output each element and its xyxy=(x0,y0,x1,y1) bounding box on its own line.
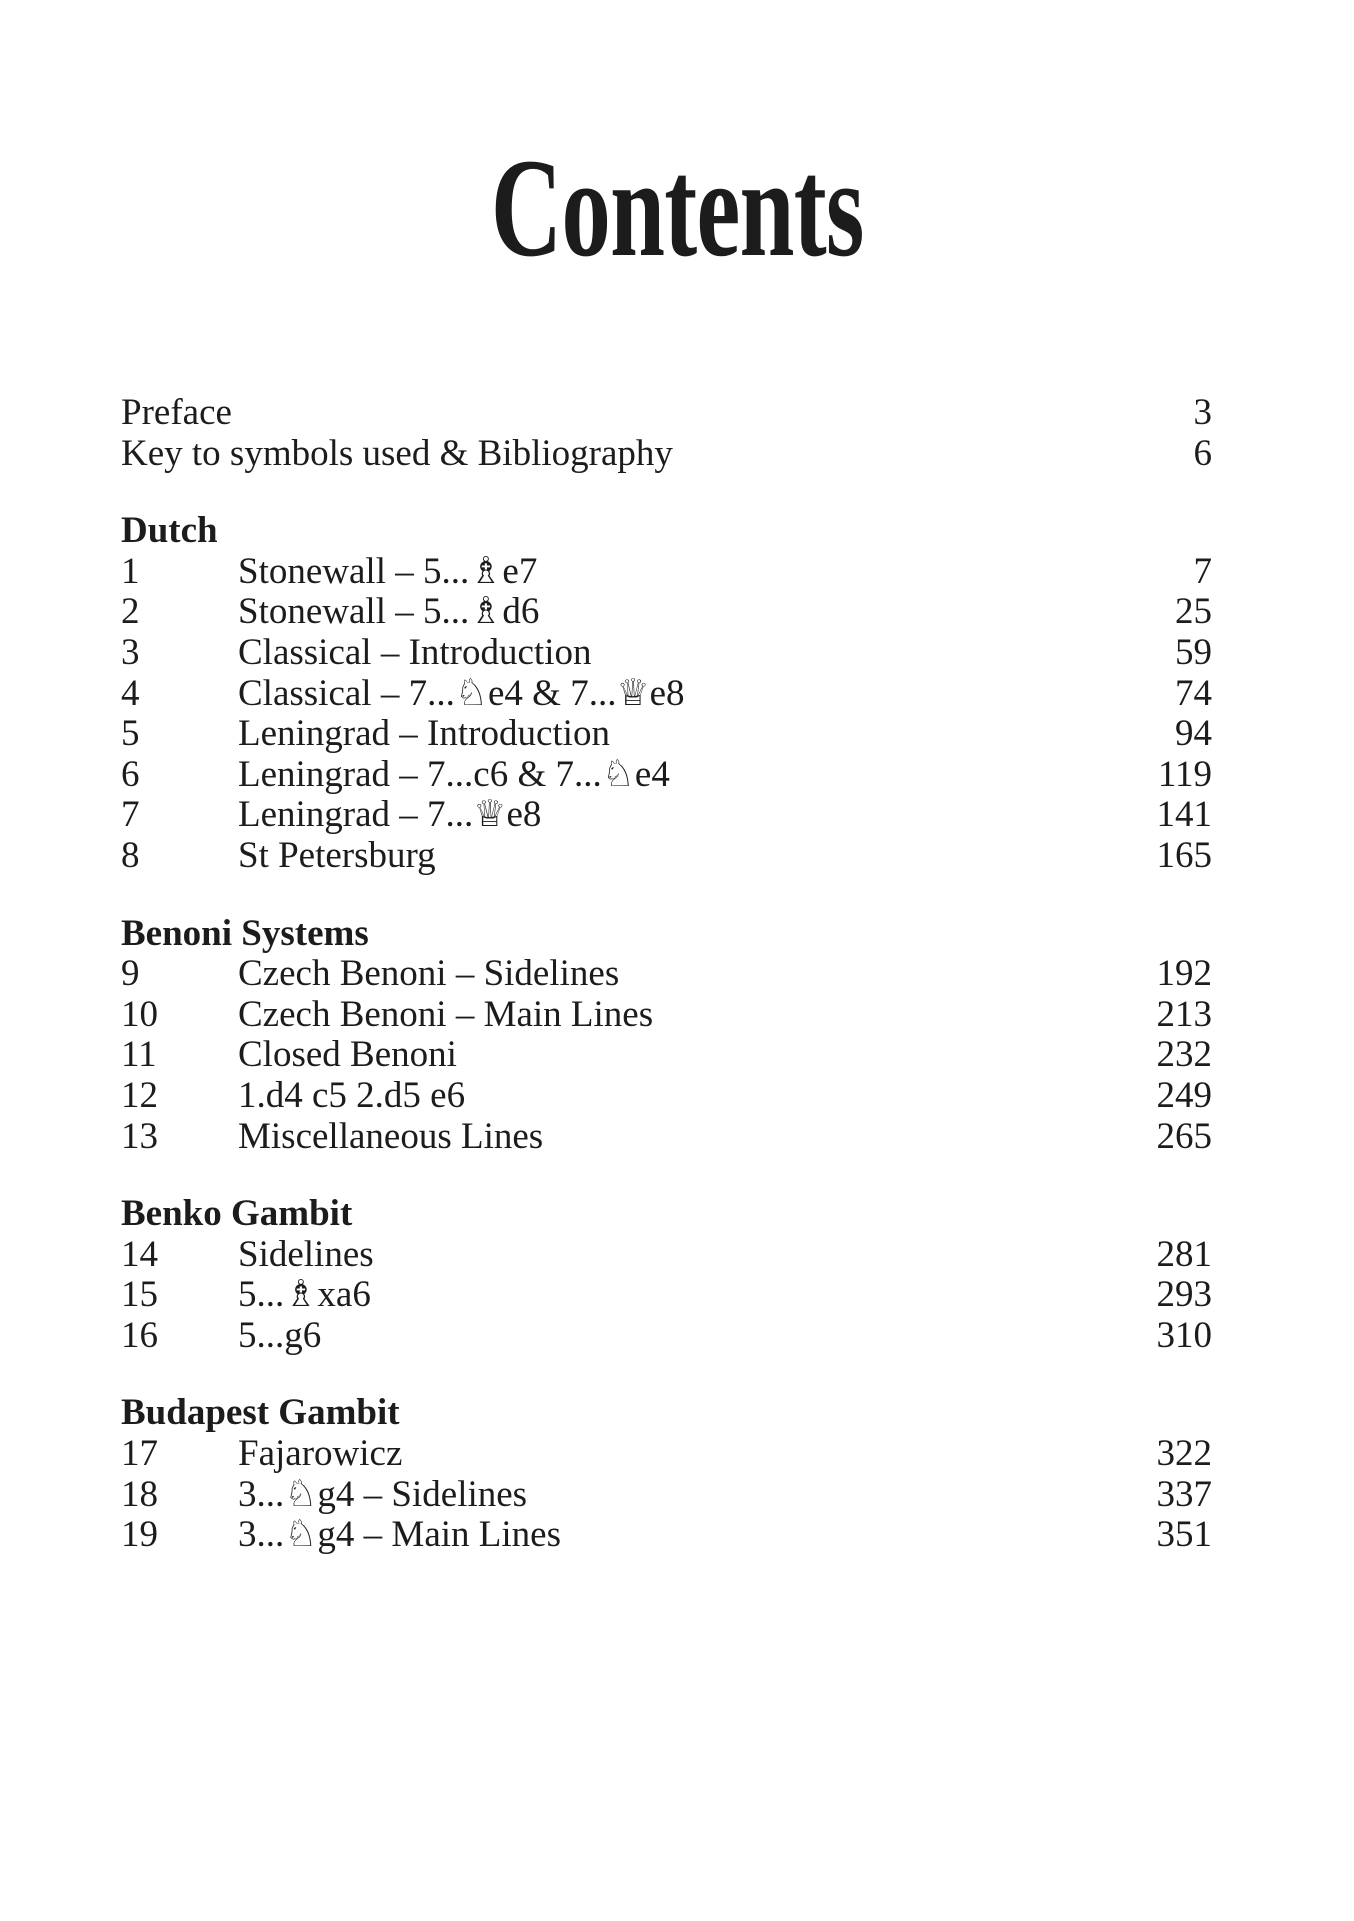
chapter-title: 3...♘g4 – Sidelines xyxy=(238,1473,528,1515)
chapter-number: 8 xyxy=(121,834,140,876)
chapter-number: 19 xyxy=(121,1514,158,1556)
section-heading: Budapest Gambit xyxy=(121,1392,400,1434)
chapter-page-number: 265 xyxy=(1156,1115,1212,1157)
toc-entry xyxy=(121,995,1212,1036)
chapter-title: 5...♗xa6 xyxy=(238,1274,371,1316)
chapter-number: 17 xyxy=(121,1433,158,1475)
toc-entry xyxy=(121,954,1212,995)
chapter-title: Leningrad – 7...♕e8 xyxy=(238,794,542,836)
chapter-title: Czech Benoni – Sidelines xyxy=(238,953,620,995)
toc-section-budapest-gambit xyxy=(121,1393,1212,1555)
table-of-contents xyxy=(121,393,1212,1556)
toc-entry xyxy=(121,552,1212,593)
chapter-page-number: 293 xyxy=(1156,1274,1212,1316)
chapter-title: Miscellaneous Lines xyxy=(238,1115,544,1157)
chapter-page-number: 94 xyxy=(1175,713,1212,755)
toc-section-dutch xyxy=(121,511,1212,876)
page-title-text: Contents xyxy=(490,130,864,286)
chapter-number: 6 xyxy=(121,753,140,795)
section-heading: Benoni Systems xyxy=(121,912,369,954)
chapter-page-number: 249 xyxy=(1156,1074,1212,1116)
page-title xyxy=(0,130,1354,286)
entry-page-number: 6 xyxy=(1193,432,1212,474)
toc-entry xyxy=(121,836,1212,877)
chapter-page-number: 7 xyxy=(1193,550,1212,592)
toc-entry xyxy=(121,1035,1212,1076)
chapter-title: Fajarowicz xyxy=(238,1433,403,1475)
toc-entry xyxy=(121,1316,1212,1357)
chapter-number: 11 xyxy=(121,1034,157,1076)
chapter-page-number: 141 xyxy=(1156,794,1212,836)
chapter-title: Stonewall – 5...♗d6 xyxy=(238,591,540,633)
toc-entry xyxy=(121,592,1212,633)
section-heading: Benko Gambit xyxy=(121,1193,353,1235)
chapter-number: 1 xyxy=(121,550,140,592)
chapter-number: 15 xyxy=(121,1274,158,1316)
toc-entry xyxy=(121,1275,1212,1316)
chapter-number: 14 xyxy=(121,1233,158,1275)
toc-entry xyxy=(121,1475,1212,1516)
toc-entry xyxy=(121,714,1212,755)
toc-entry xyxy=(121,795,1212,836)
toc-entry-preface xyxy=(121,393,1212,434)
chapter-title: 1.d4 c5 2.d5 e6 xyxy=(238,1074,466,1116)
chapter-number: 13 xyxy=(121,1115,158,1157)
chapter-page-number: 25 xyxy=(1175,591,1212,633)
chapter-page-number: 337 xyxy=(1156,1473,1212,1515)
chapter-number: 18 xyxy=(121,1473,158,1515)
toc-entry xyxy=(121,1117,1212,1158)
chapter-number: 16 xyxy=(121,1314,158,1356)
chapter-title: Stonewall – 5...♗e7 xyxy=(238,550,538,592)
chapter-title: Leningrad – Introduction xyxy=(238,713,610,755)
chapter-page-number: 322 xyxy=(1156,1433,1212,1475)
chapter-title: 3...♘g4 – Main Lines xyxy=(238,1514,561,1556)
entry-page-number: 3 xyxy=(1193,392,1212,433)
chapter-number: 12 xyxy=(121,1074,158,1116)
chapter-title: 5...g6 xyxy=(238,1314,322,1356)
entry-label: Preface xyxy=(121,392,232,433)
chapter-page-number: 310 xyxy=(1156,1314,1212,1356)
chapter-title: Leningrad – 7...c6 & 7...♘e4 xyxy=(238,753,670,795)
chapter-title: St Petersburg xyxy=(238,834,436,876)
section-heading: Dutch xyxy=(121,510,218,552)
chapter-title: Closed Benoni xyxy=(238,1034,457,1076)
chapter-page-number: 74 xyxy=(1175,672,1212,714)
toc-entry xyxy=(121,633,1212,674)
toc-section-benko-gambit xyxy=(121,1194,1212,1356)
chapter-title: Classical – 7...♘e4 & 7...♕e8 xyxy=(238,672,685,714)
chapter-page-number: 192 xyxy=(1156,953,1212,995)
toc-entry xyxy=(121,674,1212,715)
chapter-title: Czech Benoni – Main Lines xyxy=(238,993,654,1035)
entry-label: Key to symbols used & Bibliography xyxy=(121,432,673,474)
toc-section-benoni-systems xyxy=(121,914,1212,1158)
toc-entry-key-to-symbols xyxy=(121,434,1212,475)
chapter-number: 5 xyxy=(121,713,140,755)
toc-entry xyxy=(121,1076,1212,1117)
chapter-page-number: 213 xyxy=(1156,993,1212,1035)
chapter-page-number: 119 xyxy=(1157,753,1212,795)
chapter-page-number: 351 xyxy=(1156,1514,1212,1556)
chapter-page-number: 232 xyxy=(1156,1034,1212,1076)
chapter-number: 9 xyxy=(121,953,140,995)
chapter-number: 3 xyxy=(121,631,140,673)
chapter-title: Classical – Introduction xyxy=(238,631,592,673)
chapter-number: 4 xyxy=(121,672,140,714)
toc-entry xyxy=(121,1515,1212,1556)
chapter-number: 7 xyxy=(121,794,140,836)
chapter-page-number: 165 xyxy=(1156,834,1212,876)
toc-entry xyxy=(121,755,1212,796)
toc-entry xyxy=(121,1235,1212,1276)
toc-entry xyxy=(121,1434,1212,1475)
chapter-number: 10 xyxy=(121,993,158,1035)
chapter-number: 2 xyxy=(121,591,140,633)
chapter-page-number: 59 xyxy=(1175,631,1212,673)
chapter-page-number: 281 xyxy=(1156,1233,1212,1275)
chapter-title: Sidelines xyxy=(238,1233,374,1275)
